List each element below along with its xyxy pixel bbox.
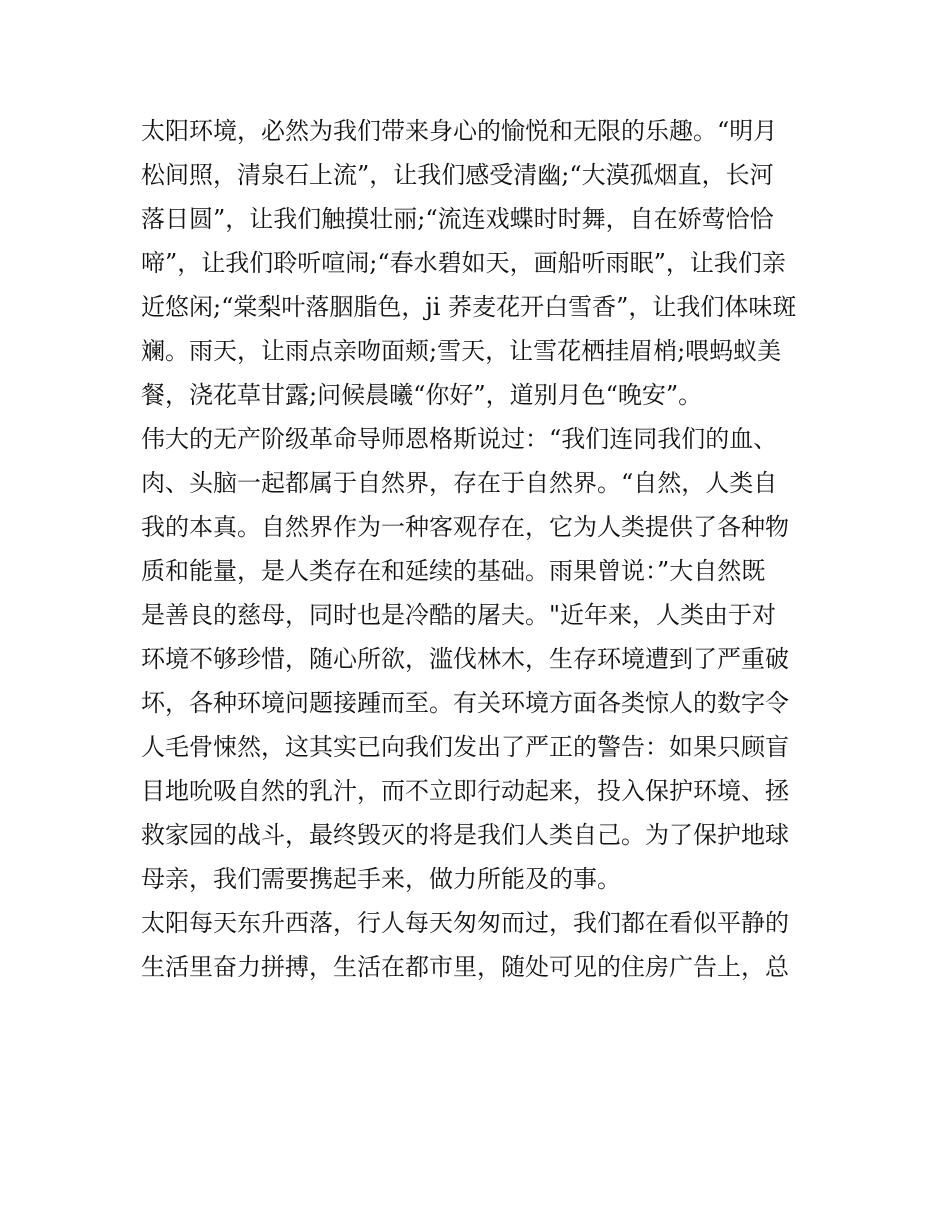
text-line: 环境不够珍惜，随心所欲，滥伐林木，生存环境遭到了严重破: [141, 645, 789, 673]
text-line: 救家园的战斗，最终毁灭的将是我们人类自己。为了保护地球: [141, 821, 789, 849]
paragraph-3: [141, 901, 821, 989]
text-line: 餐，浇花草甘露;问候晨曦“你好”，道别月色“晚安”。: [141, 381, 703, 409]
text-line: 母亲，我们需要携起手来，做力所能及的事。: [141, 865, 621, 893]
text-line: 目地吮吸自然的乳汁，而不立即行动起来，投入保护环境、拯: [141, 777, 789, 805]
text-line: 我的本真。自然界作为一种客观存在，它为人类提供了各种物: [141, 513, 789, 541]
body-text: [141, 109, 821, 989]
text-line: 质和能量，是人类存在和延续的基础。雨果曾说：”大自然既: [141, 557, 766, 585]
text-line: 是善良的慈母，同时也是冷酷的屠夫。"近年来，人类由于对: [141, 601, 777, 629]
text-line: 松间照，清泉石上流”，让我们感受清幽;“大漠孤烟直，长河: [141, 161, 774, 189]
text-line: 坏，各种环境问题接踵而至。有关环境方面各类惊人的数字令: [141, 689, 789, 717]
text-line: 落日圆”，让我们触摸壮丽;“流连戏蝶时时舞，自在娇莺恰恰: [141, 205, 774, 233]
text-line: 太阳环境，必然为我们带来身心的愉悦和无限的乐趣。“明月: [141, 117, 778, 145]
paragraph-1: [141, 109, 821, 417]
text-line: 太阳每天东升西落，行人每天匆匆而过，我们都在看似平静的: [141, 909, 789, 937]
text-line: 伟大的无产阶级革命导师恩格斯说过：“我们连同我们的血、: [141, 425, 778, 453]
text-line: 斓。雨天，让雨点亲吻面颊;雪天，让雪花栖挂眉梢;喂蚂蚁美: [141, 337, 782, 365]
text-line: 近悠闲;“棠梨叶落胭脂色，ji 荞麦花开白雪香”，让我们体味斑: [141, 293, 797, 321]
text-line: 人毛骨悚然，这其实已向我们发出了严正的警告：如果只顾盲: [141, 733, 789, 761]
text-line: 生活里奋力拼搏，生活在都市里，随处可见的住房广告上，总: [141, 953, 789, 981]
text-line: 啼”，让我们聆听喧闹;“春水碧如天，画船听雨眠”，让我们亲: [141, 249, 786, 277]
paragraph-2: [141, 417, 821, 901]
text-line: 肉、头脑一起都属于自然界，存在于自然界。“自然，人类自: [141, 469, 778, 497]
